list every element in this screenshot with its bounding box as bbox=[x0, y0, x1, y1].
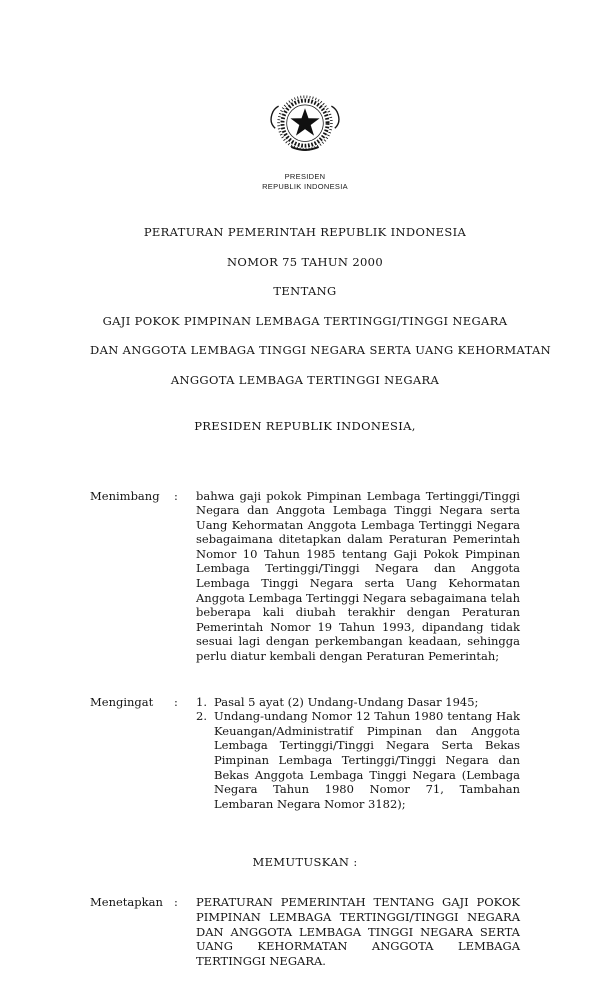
menetapkan-colon: : bbox=[174, 895, 178, 910]
mengingat-colon: : bbox=[174, 694, 178, 709]
title-line-subject-3: ANGGOTA LEMBAGA TERTINGGI NEGARA bbox=[170, 372, 440, 387]
state-seal-icon bbox=[262, 84, 348, 164]
seal-caption-line1: PRESIDEN bbox=[284, 172, 326, 181]
section-menetapkan bbox=[90, 895, 520, 968]
title-line-tentang: TENTANG bbox=[273, 284, 337, 298]
mengingat-list bbox=[196, 695, 520, 812]
mengingat-item-2-number: 2. bbox=[196, 709, 207, 724]
menimbang-body: bahwa gaji pokok Pimpinan Lembaga Tertinggi/Tinggi Negara dan Anggota Lembaga Tinggi Negara serta Uang Kehormatan Anggota Lembaga Tertinggi Negara sebagaimana ditetapkan dalam Peraturan Pemerintah Nomor 10 Tahun 1985 tentang Gaji Pokok Pimpinan Lembaga Tertinggi/Tinggi Negara dan Anggota Lembaga Tinggi Negara serta Uang Kehormatan Anggota Lembaga Tertinggi Negara sebagaimana telah beberapa kali diubah terakhir dengan Peraturan Pemerintah Nomor 19 Tahun 1993, dipandang tidak sesuai lagi dengan perkembangan keadaan, sehingga perlu diatur kembali dengan Peraturan Pemerintah; bbox=[196, 488, 520, 664]
star-icon bbox=[290, 108, 319, 135]
mengingat-item-2 bbox=[196, 709, 520, 811]
title-line-subject-2: DAN ANGGOTA LEMBAGA TINGGI NEGARA SERTA UANG KEHORMATAN bbox=[90, 343, 552, 357]
menetapkan-body: PERATURAN PEMERINTAH TENTANG GAJI POKOK PIMPINAN LEMBAGA TERTINGGI/TINGGI NEGARA DAN ANGGOTA LEMBAGA TINGGI NEGARA SERTA UANG KEHORMATAN ANGGOTA LEMBAGA TERTINGGI NEGARA. bbox=[196, 895, 520, 968]
mengingat-item-1 bbox=[196, 695, 520, 710]
mengingat-item-1-number: 1. bbox=[196, 694, 207, 709]
title-line-regulation: PERATURAN PEMERINTAH REPUBLIK INDONESIA bbox=[143, 225, 467, 239]
mengingat-item-1-text: Pasal 5 ayat (2) Undang-Undang Dasar 1945; bbox=[214, 694, 479, 709]
mengingat-item-2-text: Undang-undang Nomor 12 Tahun 1980 tentang Hak Keuangan/Administratif Pimpinan dan Anggota Lembaga Tertinggi/Tinggi Negara Serta Bekas Pimpinan Lembaga Tertinggi/Tinggi Negara dan Bekas Anggota Lembaga Tinggi Negara (Lembaga Negara Tahun 1980 Nomor 71, Tambahan Lembaran Negara Nomor 3182); bbox=[214, 709, 520, 811]
menimbang-label: Menimbang bbox=[90, 488, 160, 503]
title-line-number: NOMOR 75 TAHUN 2000 bbox=[227, 254, 383, 269]
salutation-line: PRESIDEN REPUBLIK INDONESIA, bbox=[194, 418, 416, 433]
section-mengingat bbox=[90, 695, 520, 812]
document-title-block bbox=[90, 225, 552, 387]
seal-caption bbox=[90, 172, 520, 191]
menetapkan-label: Menetapkan bbox=[90, 895, 163, 910]
mengingat-label: Mengingat bbox=[90, 694, 154, 709]
presidential-seal bbox=[90, 84, 520, 191]
seal-caption-line2: REPUBLIK INDONESIA bbox=[262, 181, 348, 191]
title-line-subject-1: GAJI POKOK PIMPINAN LEMBAGA TERTINGGI/TINGGI NEGARA bbox=[102, 313, 508, 328]
memutuskan-heading: MEMUTUSKAN : bbox=[252, 855, 358, 870]
menimbang-colon: : bbox=[174, 488, 178, 503]
section-menimbang bbox=[90, 489, 520, 664]
